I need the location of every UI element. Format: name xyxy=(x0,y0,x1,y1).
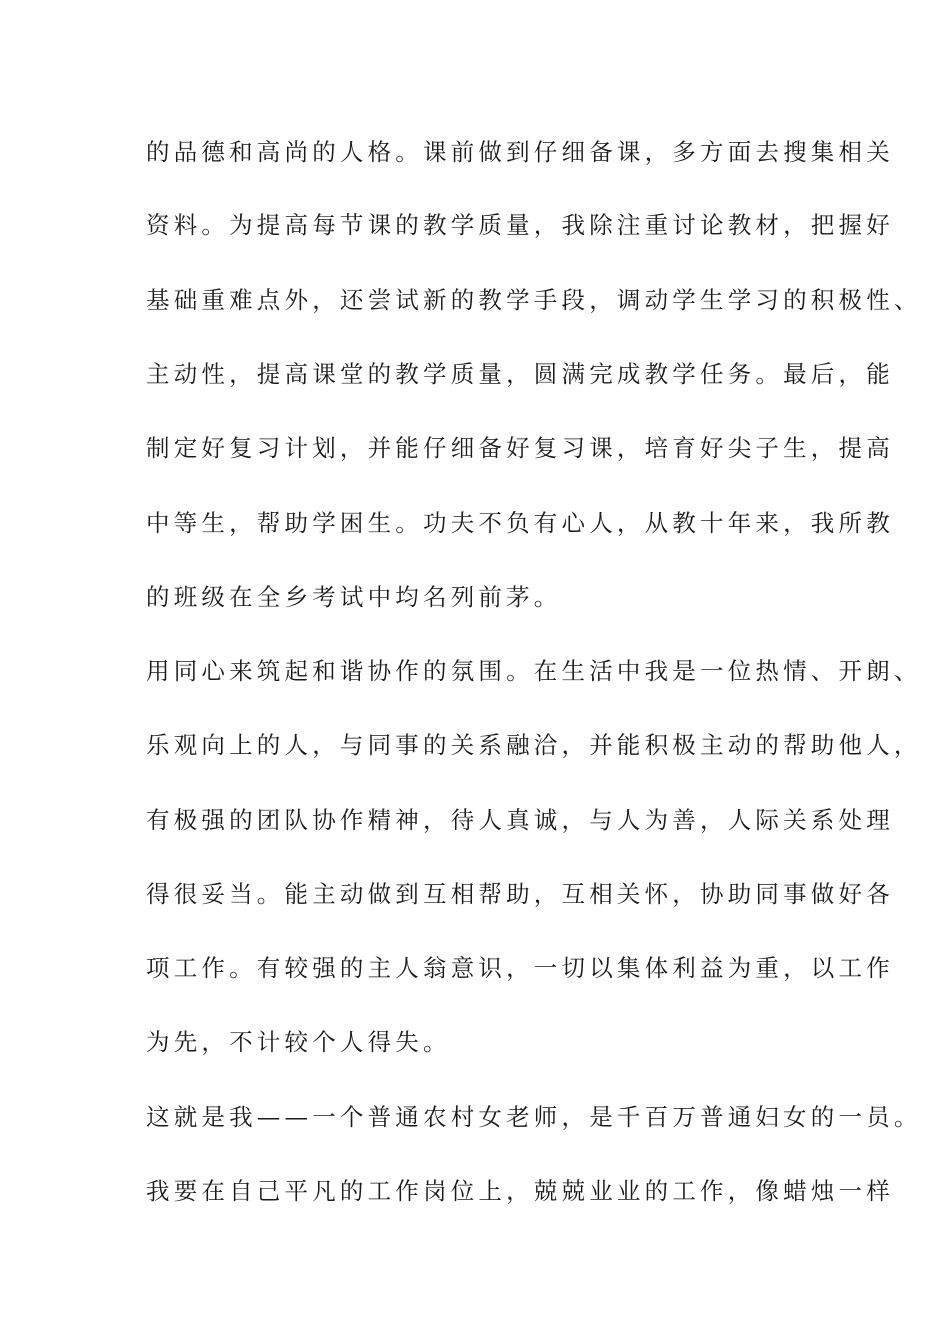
text-line: 用同心来筑起和谐协作的氛围。在生活中我是一位热情、开朗、 xyxy=(146,657,922,685)
text-line: 有极强的团队协作精神，待人真诚，与人为善，人际关系处理 xyxy=(146,806,894,834)
text-line: 这就是我——一个普通农村女老师，是千百万普通妇女的一员。 xyxy=(146,1103,922,1131)
text-line: 的品德和高尚的人格。课前做到仔细备课，多方面去搜集相关 xyxy=(146,138,894,166)
text-line: 的班级在全乡考试中均名列前茅。 xyxy=(146,583,562,611)
text-line: 制定好复习计划，并能仔细备好复习课，培育好尖子生，提高 xyxy=(146,434,894,462)
text-line: 为先，不计较个人得失。 xyxy=(146,1028,451,1056)
text-line: 资料。为提高每节课的教学质量，我除注重讨论教材，把握好 xyxy=(146,211,894,239)
text-line: 基础重难点外，还尝试新的教学手段，调动学生学习的积极性、 xyxy=(146,286,922,314)
text-line: 中等生，帮助学困生。功夫不负有心人，从教十年来，我所教 xyxy=(146,509,894,537)
text-line: 项工作。有较强的主人翁意识，一切以集体利益为重，以工作 xyxy=(146,954,894,982)
text-line: 乐观向上的人，与同事的关系融洽，并能积极主动的帮助他人， xyxy=(146,731,922,759)
text-line: 我要在自己平凡的工作岗位上，兢兢业业的工作，像蜡烛一样 xyxy=(146,1177,894,1205)
text-line: 得很妥当。能主动做到互相帮助，互相关怀，协助同事做好各 xyxy=(146,880,894,908)
text-line: 主动性，提高课堂的教学质量，圆满完成教学任务。最后，能 xyxy=(146,360,894,388)
